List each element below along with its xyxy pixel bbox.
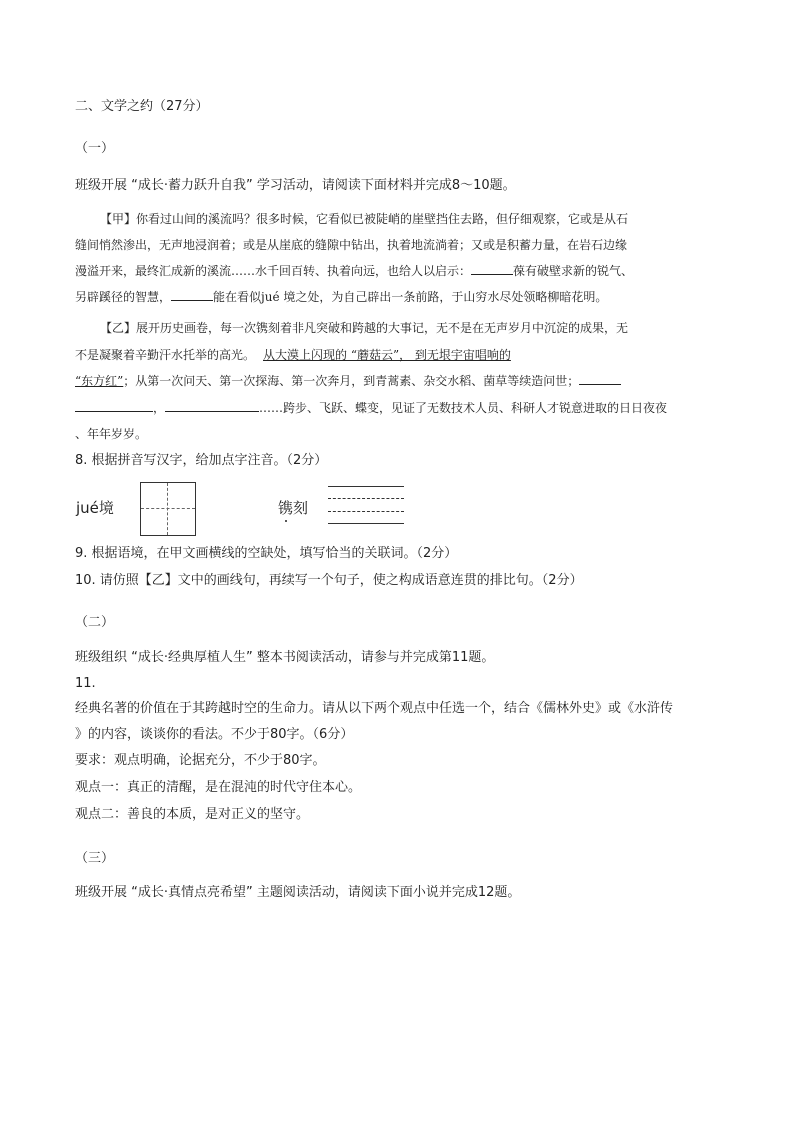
part1-label: （一） — [75, 141, 115, 156]
jia-line-2: 缝间悄然渗出，无声地浸润着；或是从崖底的缝隙中钻出，执着地流淌着；又或是积蓄力量，在岩石边缘 — [75, 238, 628, 252]
part1-intro: 班级开展 “成长·蓄力跃升自我” 学习活动，请阅读下面材料并完成8～10题。 — [75, 178, 516, 193]
jia-line-3 — [75, 262, 735, 280]
yi-line-5: 、年年岁岁。 — [75, 427, 148, 441]
jia-text-1: 你看过山间的溪流吗？很多时候，它看似已被陡峭的崖壁挡住去路，但仔细观察，它或是从石 — [136, 212, 629, 226]
jia-text-4b: 能在看似jué 境之处，为自己辟出一条前路，于山穷水尽处领略柳暗花明。 — [213, 290, 608, 304]
question-10: 10. 请仿照【乙】文中的画线句，再续写一个句子，使之构成语意连贯的排比句。（2分） — [75, 573, 583, 588]
jia-line-4 — [75, 288, 735, 306]
q8-carved-word — [278, 497, 308, 518]
yi-line-1 — [100, 319, 760, 337]
jia-tag: 【甲】 — [100, 212, 137, 226]
yi-underlined-3a: “东方红” — [75, 374, 124, 388]
part2-intro: 班级组织 “成长·经典厚植人生” 整本书阅读活动，请参与并完成第11题。 — [75, 650, 495, 665]
q8-pinyin: jué境 — [76, 499, 114, 517]
part3-label: （三） — [75, 851, 115, 866]
jia-text-3a: 漫溢开来，最终汇成新的溪流……水千回百转、执着向远，也给人以启示： — [75, 264, 472, 278]
yi-blank-2[interactable] — [75, 399, 153, 412]
jia-blank-1[interactable] — [471, 262, 513, 275]
part2-label: （二） — [75, 615, 115, 630]
jia-text-3b: 葆有破壁求新的锐气、 — [513, 264, 634, 278]
yi-blank-3[interactable] — [165, 399, 259, 412]
question-11-line-2: 》的内容，谈谈你的看法。不少于80字。（6分） — [75, 727, 354, 742]
yi-tag: 【乙】 — [100, 321, 137, 335]
jia-line-1 — [100, 210, 760, 228]
yi-text-4b: ……跨步、飞跃、蝶变，见证了无数技术人员、科研人才锐意进取的日日夜夜 — [259, 401, 668, 415]
q8-dotted-char: 镌 — [278, 499, 294, 517]
yi-line-4: ， ……跨步、飞跃、蝶变，见证了无数技术人员、科研人才锐意进取的日日夜夜 — [75, 399, 735, 417]
yi-line-3 — [75, 372, 735, 390]
q8-writing-grid[interactable] — [140, 482, 196, 536]
yi-underlined-2b: 从大漠上闪现的 “蘑菇云”， 到无垠宇宙唱响的 — [263, 348, 511, 362]
yi-blank-1[interactable] — [579, 372, 621, 385]
question-11-requirement: 要求：观点明确，论据充分，不少于80字。 — [75, 753, 326, 768]
section-title: 二、文学之约（27分） — [75, 99, 209, 114]
yi-text-2a: 不是凝聚着辛勤汗水托举的高光。 — [75, 348, 256, 362]
part3-intro: 班级开展 “成长·真情点亮希望” 主题阅读活动，请阅读下面小说并完成12题。 — [75, 885, 521, 900]
yi-text-3b: ；从第一次问天、第一次探海、第一次奔月，到青蒿素、杂交水稻、菌草等续造问世； — [123, 374, 580, 388]
yi-line-2 — [75, 346, 735, 364]
question-11-line-1: 经典名著的价值在于其跨越时空的生命力。请从以下两个观点中任选一个，结合《儒林外史》或《水浒传 — [75, 701, 674, 716]
jia-blank-2[interactable] — [171, 288, 213, 301]
q8-second-char: 刻 — [293, 499, 309, 517]
yi-text-1: 展开历史画卷，每一次镌刻着非凡突破和跨越的大事记，无不是在无声岁月中沉淀的成果，无 — [136, 321, 629, 335]
question-9: 9. 根据语境，在甲文画横线的空缺处，填写恰当的关联词。（2分） — [75, 546, 458, 561]
viewpoint-2: 观点二：善良的本质，是对正义的坚守。 — [75, 807, 310, 822]
jia-text-4a: 另辟蹊径的智慧， — [75, 290, 172, 304]
question-8: 8. 根据拼音写汉字，给加点字注音。（2分） — [75, 453, 328, 468]
viewpoint-1: 观点一：真正的清醒，是在混沌的时代守住本心。 — [75, 780, 362, 795]
q8-pinyin-lines[interactable] — [328, 486, 404, 526]
question-11-number: 11. — [75, 676, 96, 691]
